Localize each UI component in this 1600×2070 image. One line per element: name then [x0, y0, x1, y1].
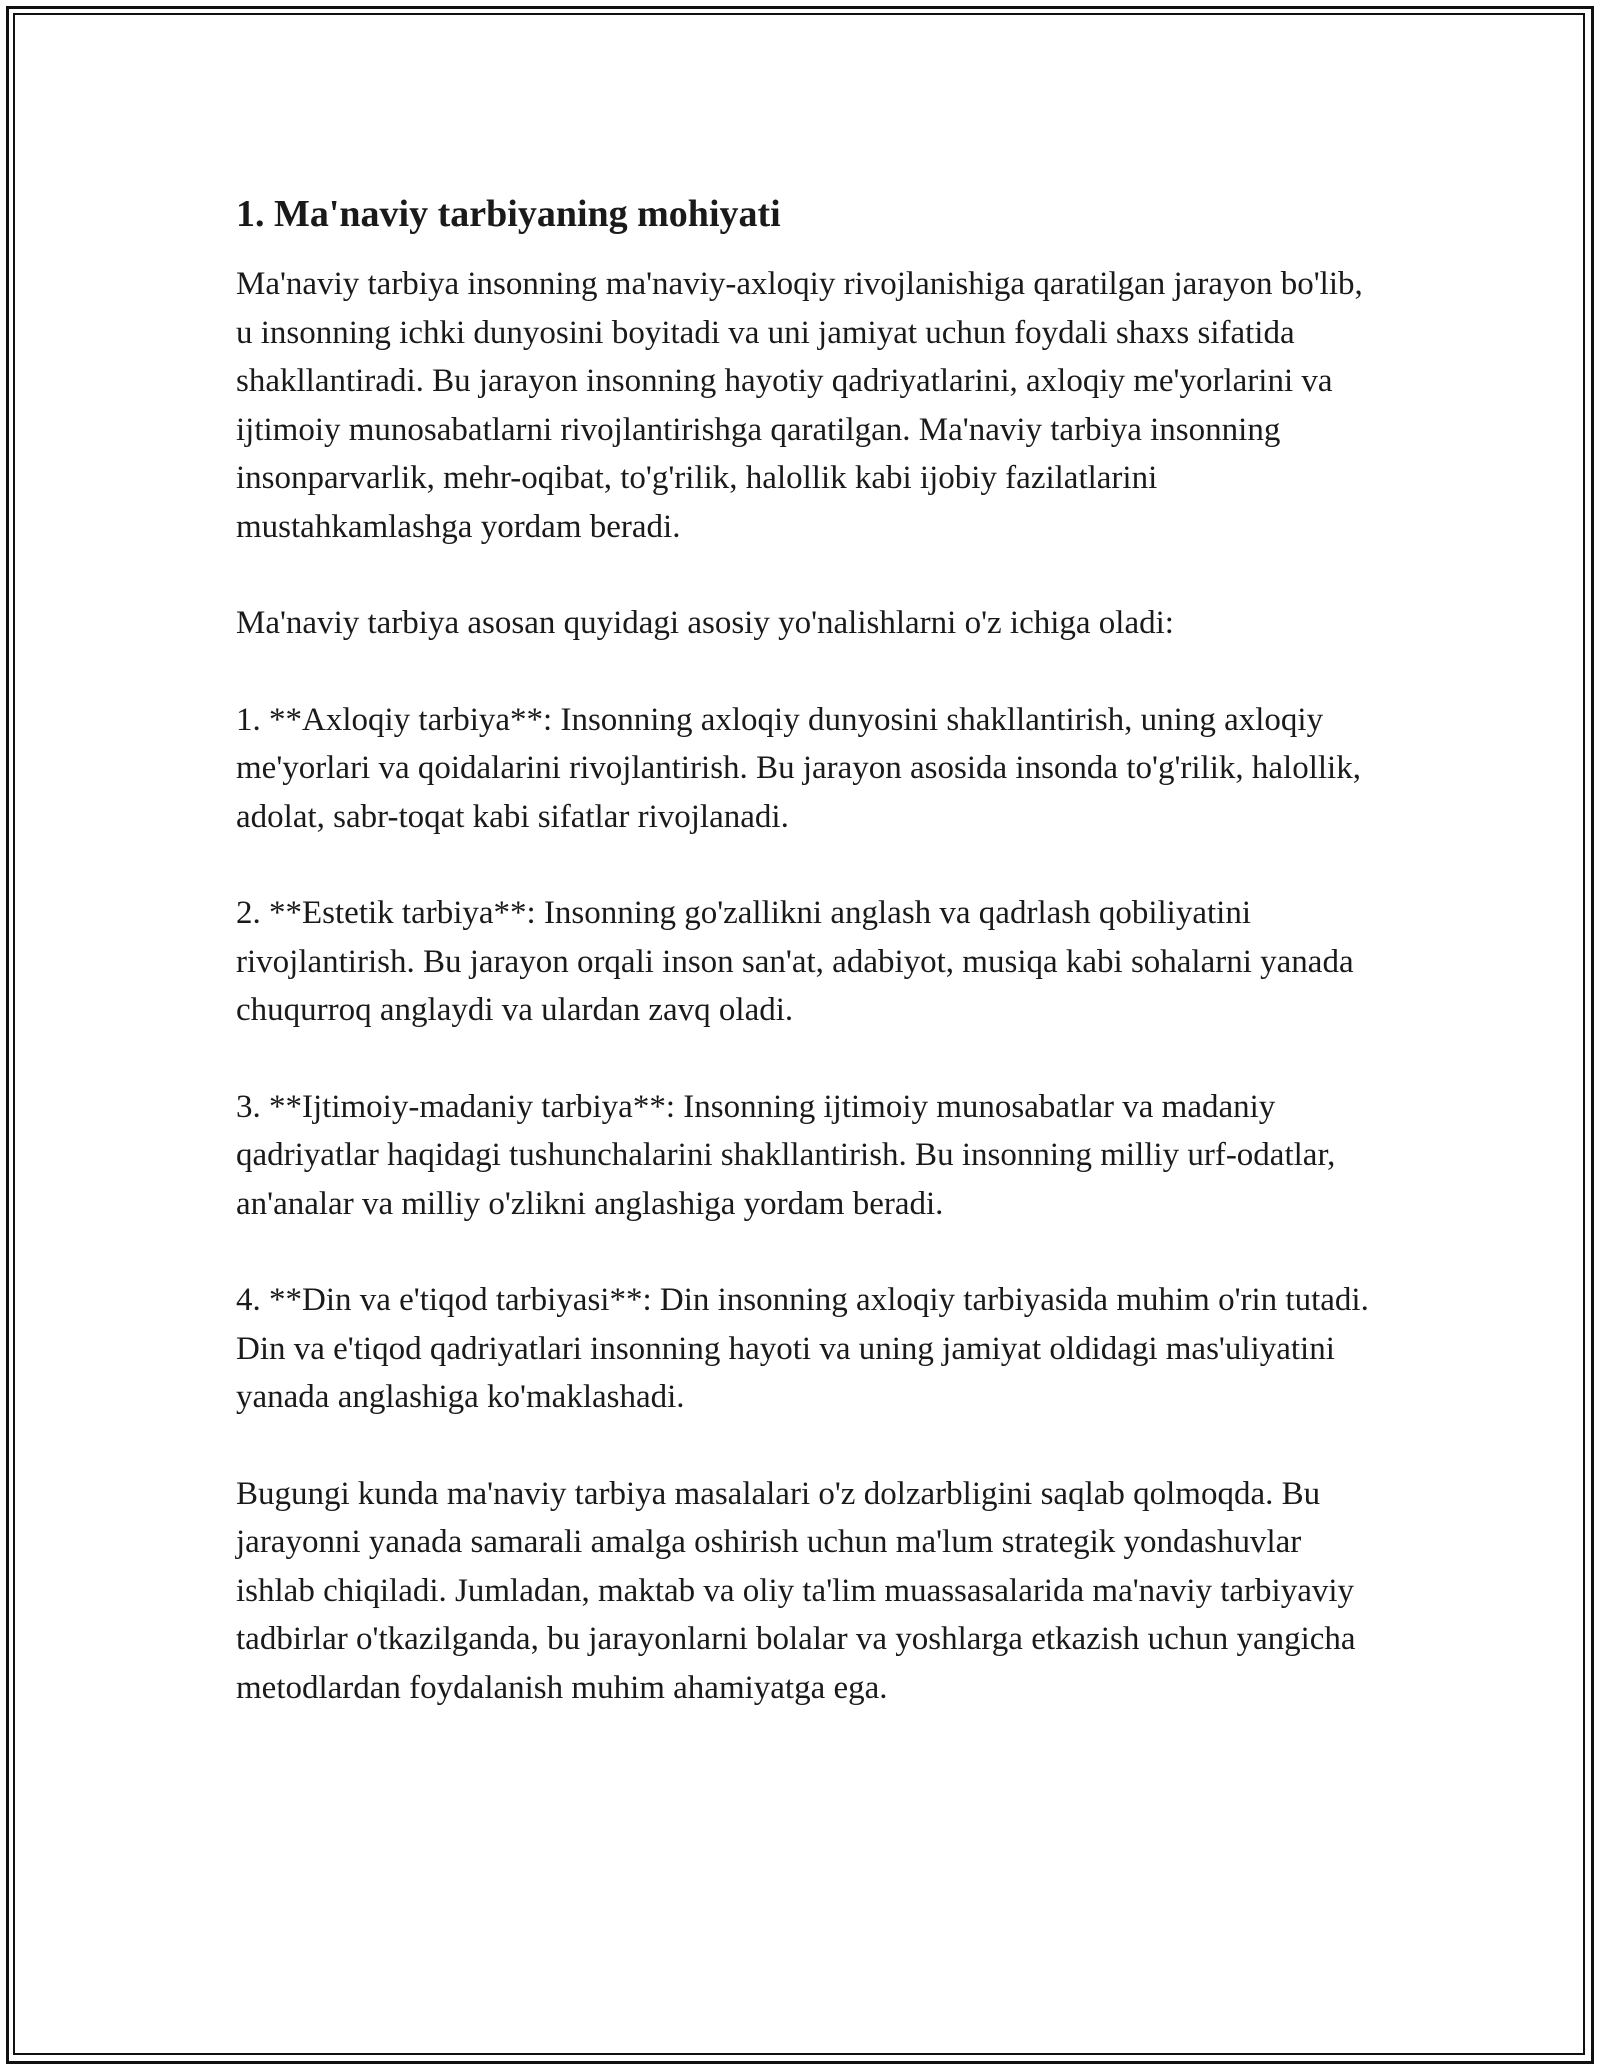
section-heading: 1. Ma'naviy tarbiyaning mohiyati [236, 193, 781, 235]
paragraph-moral-education: 1. **Axloqiy tarbiya**: Insonning axloqiy dunyosini shakllantirish, uning axloqiy me'yorlari va qoidalarini rivojlantirish. Bu jarayon asosida insonda to'g'rilik, halollik, adolat, sabr-toqat kabi sifatlar rivojlanadi. [236, 701, 1361, 835]
paragraph-aesthetic-education: 2. **Estetik tarbiya**: Insonning go'zallikni anglash va qadrlash qobiliyatini rivojlantirish. Bu jarayon orqali inson san'at, adabiyot, musiqa kabi sohalarni yanada chuqurroq anglaydi va ulardan zavq oladi. [236, 895, 1354, 1028]
paragraph-social-cultural-education: 3. **Ijtimoiy-madaniy tarbiya**: Insonning ijtimoiy munosabatlar va madaniy qadriyatlar haqidagi tushunchalarini shakllantirish. Bu insonning milliy urf-odatlar, an'analar va milliy o'zlikni anglashiga yordam beradi. [236, 1088, 1336, 1222]
paragraph-religion-education: 4. **Din va e'tiqod tarbiyasi**: Din insonning axloqiy tarbiyasida muhim o'rin tutadi. Din va e'tiqod qadriyatlari insonning hayoti va uning jamiyat oldidagi mas'uliyatini yanada anglashiga ko'maklashadi. [236, 1282, 1369, 1415]
paragraph-conclusion: Bugungi kunda ma'naviy tarbiya masalalari o'z dolzarbligini saqlab qolmoqda. Bu jarayonni yanada samarali amalga oshirish uchun ma'lum strategik yondashuvlar ishlab chiqiladi. Jumladan, maktab va oliy ta'lim muassasalarida ma'naviy tarbiyaviy tadbirlar o'tkazilganda, bu jarayonlarni bolalar va yoshlarga etkazish uchun yangicha metodlardan foydalanish muhim ahamiyatga ega. [236, 1475, 1356, 1706]
paragraph-intro: Ma'naviy tarbiya insonning ma'naviy-axloqiy rivojlanishiga qaratilgan jarayon bo'lib, u insonning ichki dunyosini boyitadi va uni jamiyat uchun foydali shaxs sifatida shakllantiradi. Bu jarayon insonning hayotiy qadriyatlarini, axloqiy me'yorlarini va ijtimoiy munosabatlarni rivojlantirishga qaratilgan. Ma'naviy tarbiya insonning insonparvarlik, mehr-oqibat, to'g'rilik, halollik kabi ijobiy fazilatlarini mustahkamlashga yordam beradi. [236, 266, 1363, 545]
document-body [236, 190, 1376, 1760]
paragraph-directions-lead: Ma'naviy tarbiya asosan quyidagi asosiy yo'nalishlarni o'z ichiga oladi: [236, 605, 1174, 641]
